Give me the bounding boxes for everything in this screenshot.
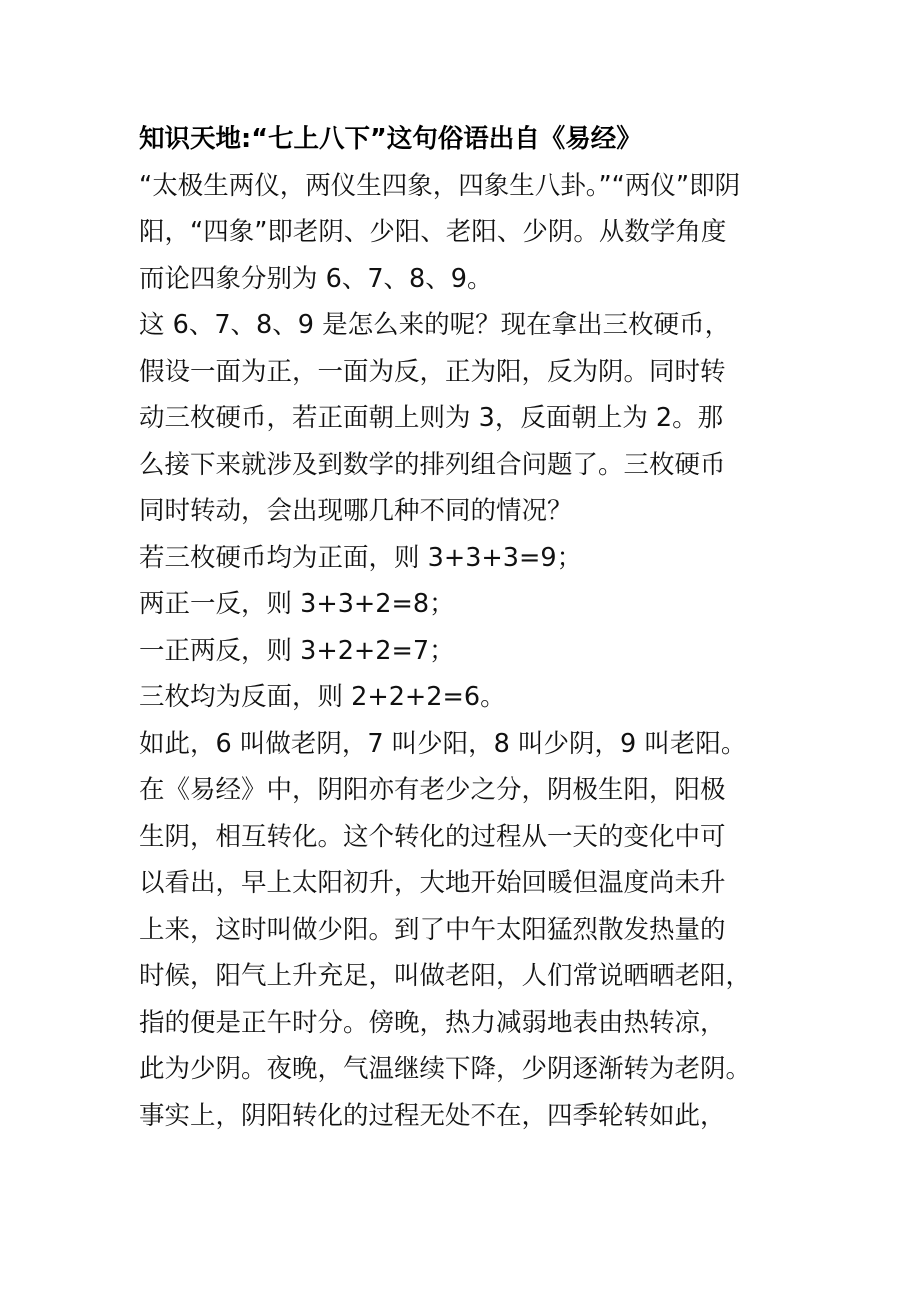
paragraph-line: 而论四象分别为 6、7、8、9。 [139, 263, 493, 294]
document-title: 知识天地:“七上八下”这句俗语出自《易经》 [139, 124, 642, 154]
paragraph-line: 此为少阴。夜晚，气温继续下降，少阴逐渐转为老阴。 [139, 1054, 752, 1084]
paragraph-line: 三枚均为反面，则 2+2+2=6。 [139, 682, 506, 712]
paragraph-line: 假设一面为正，一面为反，正为阳，反为阴。同时转 [139, 356, 726, 387]
paragraph-line: 这 6、7、8、9 是怎么来的呢？现在拿出三枚硬币， [139, 310, 731, 340]
paragraph-line: “太极生两仪，两仪生四象，四象生八卦。”“两仪”即阴 [139, 170, 741, 201]
paragraph-line: 生阴，相互转化。这个转化的过程从一天的变化中可 [139, 821, 726, 852]
paragraph-line: 阳，“四象”即老阴、少阳、老阳、少阴。从数学角度 [139, 217, 727, 247]
paragraph-line: 事实上，阴阳转化的过程无处不在，四季轮转如此， [139, 1100, 726, 1131]
paragraph-line: 同时转动，会出现哪几种不同的情况？ [139, 496, 573, 526]
paragraph-line: 若三枚硬币均为正面，则 3+3+3=9； [139, 542, 583, 573]
paragraph-line: 时候，阳气上升充足，叫做老阳，人们常说晒晒老阳， [139, 961, 752, 991]
document-body [139, 116, 819, 1139]
paragraph-line: 指的便是正午时分。傍晚，热力减弱地表由热转凉， [139, 1007, 726, 1038]
paragraph-line: 上来，这时叫做少阳。到了中午太阳猛烈散发热量的 [139, 914, 726, 945]
paragraph-line: 动三枚硬币，若正面朝上则为 3，反面朝上为 2。那 [139, 403, 724, 433]
paragraph-line: 如此，6 叫做老阴，7 叫少阳，8 叫少阴，9 叫老阳。 [139, 728, 747, 759]
paragraph-line: 么接下来就涉及到数学的排列组合问题了。三枚硬币 [139, 449, 726, 480]
paragraph-line: 两正一反，则 3+3+2=8； [139, 589, 455, 619]
paragraph-line: 一正两反，则 3+2+2=7； [139, 635, 455, 666]
paragraph-line: 以看出，早上太阳初升，大地开始回暖但温度尚未升 [139, 868, 726, 898]
paragraph-line: 在《易经》中，阴阳亦有老少之分，阴极生阳，阳极 [139, 775, 726, 805]
